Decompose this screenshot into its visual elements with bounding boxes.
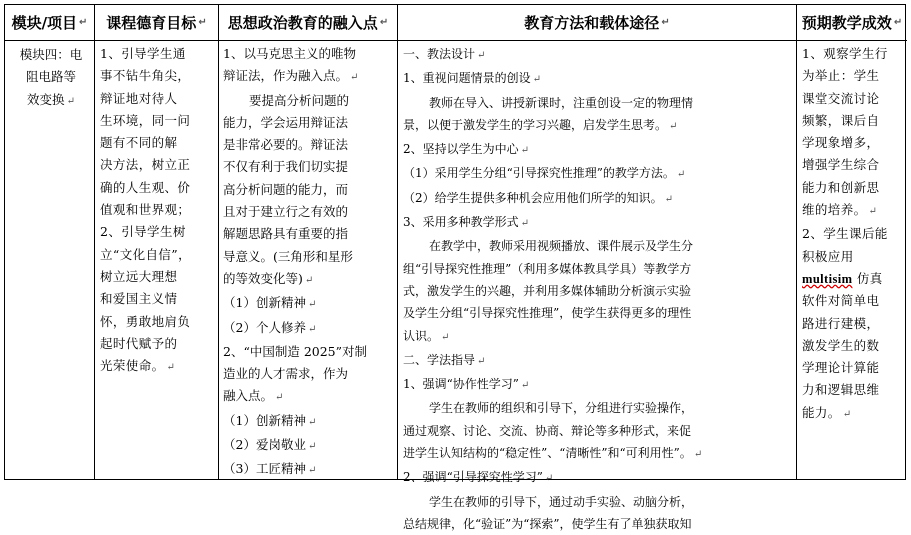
- cell-line: 造业的人才需求，作为: [223, 366, 349, 382]
- cell-line: 1、重视问题情景的创设 ↵: [403, 71, 542, 86]
- column-divider: [218, 5, 219, 479]
- cell-line: 力和逻辑思维: [802, 382, 880, 398]
- cell-line: 光荣使命。 ↵: [100, 358, 176, 374]
- cell-line: 模块四：电: [19, 47, 83, 62]
- cell-line: 2、学生课后能: [802, 226, 888, 242]
- cell-line: 辩证地对待人: [100, 90, 178, 106]
- cell-line: 怀，勇敢地肩负: [100, 313, 191, 329]
- cell-line: 生环境，同一问: [100, 112, 191, 128]
- cell-line: 不仅有利于我们切实提: [223, 159, 349, 175]
- cell-line: 能力，学会运用辩证法: [223, 114, 349, 130]
- cell-line: 题有不同的解: [100, 135, 178, 151]
- cell-line: （1）采用学生分组“引导探究性推理”的教学方法。 ↵: [403, 166, 686, 181]
- cell-line: 二、学法指导 ↵: [403, 352, 486, 367]
- cell-line: （1）创新精神 ↵: [223, 295, 317, 311]
- cell-line: 学生在教师的引导下，通过动手实验、动脑分析，: [429, 494, 694, 509]
- cell-line: 激发学生的数: [802, 337, 880, 353]
- cell-line: 增强学生综合: [802, 157, 880, 173]
- teaching-plan-table: [4, 4, 906, 531]
- integration-cell: [223, 43, 396, 479]
- cell-line: 软件对简单电: [802, 293, 880, 309]
- cell-line: 2、强调“引导探究性学习” ↵: [403, 470, 554, 485]
- cell-line: 积极应用: [802, 248, 854, 264]
- cell-line: 融入点。 ↵: [223, 388, 284, 404]
- cell-line: 一、教法设计 ↵: [403, 47, 486, 61]
- cell-line: 认识。 ↵: [403, 328, 450, 343]
- cell-line: 导意义。(三角形和星形: [223, 248, 353, 264]
- cell-line: （3）工匠精神 ↵: [223, 461, 317, 477]
- header-outcome: 预期教学成效 ↵: [797, 5, 907, 41]
- header-module: 模块/项目 ↵: [5, 5, 94, 41]
- cell-line: 1、引导学生通: [100, 46, 186, 61]
- cell-line: 事不钻牛角尖，: [100, 68, 191, 84]
- cell-line: 课堂交流讨论: [802, 90, 880, 106]
- cell-line: 1、强调“协作性学习” ↵: [403, 377, 530, 392]
- cell-line: 能力和创新思: [802, 179, 880, 195]
- cell-line: 频繁，课后自: [802, 112, 880, 128]
- cell-line: 式，激发学生的兴趣，并利用多媒体辅助分析演示实验: [403, 283, 692, 298]
- cell-line: 1、以马克思主义的唯物: [223, 46, 356, 61]
- cell-line: （2）爱岗敬业 ↵: [223, 437, 317, 453]
- cell-line: multisim 仿真: [802, 270, 883, 286]
- cell-line: 立“文化自信”，: [100, 246, 191, 262]
- cell-line: 2、坚持以学生为中心 ↵: [403, 142, 530, 157]
- multisim-term: multisim: [802, 271, 853, 286]
- cell-line: 起时代赋予的: [100, 335, 178, 351]
- cell-line: 确的人生观、价: [100, 179, 191, 195]
- cell-line: 为举止：学生: [802, 68, 880, 84]
- cell-line: 高分析问题的能力，而: [223, 181, 349, 197]
- cell-line: 3、采用多种教学形式 ↵: [403, 215, 530, 230]
- cell-line: 总结规律，化“验证”为“探索”，使学生有了单独获取知: [403, 516, 692, 531]
- cell-line: 能力。 ↵: [802, 404, 852, 420]
- cell-line: 值观和世界观；: [100, 202, 191, 218]
- cell-line: 和爱国主义情: [100, 291, 178, 307]
- cell-line: 是非常必要的。辩证法: [223, 137, 349, 153]
- cell-line: 及学生分组“引导探究性推理”，使学生获得更多的理性: [403, 306, 692, 321]
- outcome-cell: [802, 43, 906, 479]
- cell-line: 阻电路等: [25, 69, 76, 85]
- cell-line: 组“引导探究性推理”（利用多媒体教具学具）等教学方: [403, 261, 692, 276]
- header-integration: 思想政治教育的融入点 ↵: [219, 5, 397, 41]
- cell-line: 辩证法，作为融入点。 ↵: [223, 68, 359, 84]
- column-divider: [397, 5, 398, 479]
- column-divider: [796, 5, 797, 479]
- cell-line: 在教学中，教师采用视频播放、课件展示及学生分: [429, 239, 694, 254]
- cell-line: 2、“中国制造 2025”对制: [223, 343, 368, 359]
- cell-line: 通过观察、讨论、交流、协商、辩论等多种形式，来促: [403, 423, 692, 438]
- cell-line: 教师在导入、讲授新课时，注重创设一定的物理情: [429, 95, 694, 110]
- cell-line: 效变换 ↵: [27, 91, 75, 107]
- column-divider: [94, 5, 95, 479]
- cell-line: 2、引导学生树: [100, 224, 186, 240]
- cell-line: 学现象增多，: [802, 135, 880, 151]
- cell-line: 路进行建模，: [802, 315, 880, 331]
- cell-line: 树立远大理想: [100, 268, 178, 284]
- method-cell: [403, 43, 795, 531]
- cell-line: 要提高分析问题的: [249, 92, 350, 108]
- header-method: 教育方法和载体途径 ↵: [398, 5, 796, 41]
- goal-cell: [100, 43, 217, 479]
- cell-line: 景，以便于激发学生的学习兴趣，启发学生思考。 ↵: [403, 117, 678, 132]
- cell-line: （1）创新精神 ↵: [223, 412, 317, 428]
- cell-line: 且对于建立行之有效的: [223, 204, 349, 220]
- cell-line: （2）个人修养 ↵: [223, 319, 317, 335]
- header-goal: 课程德育目标 ↵: [95, 5, 218, 41]
- cell-line: 的等效变化等) ↵: [223, 270, 314, 286]
- cell-line: 维的培养。 ↵: [802, 202, 878, 218]
- cell-line: （2）给学生提供多种机会应用他们所学的知识。 ↵: [403, 190, 674, 205]
- cell-line: 决方法，树立正: [100, 157, 191, 173]
- cell-line: 学生在教师的组织和引导下，分组进行实验操作，: [429, 401, 694, 416]
- cell-line: 进学生认知结构的“稳定性”、“清晰性”和“可利用性”。 ↵: [403, 446, 703, 461]
- cell-line: 1、观察学生行: [802, 46, 888, 61]
- cell-line: 学理论计算能: [802, 360, 880, 376]
- cell-line: 解题思路具有重要的指: [223, 226, 349, 242]
- module-cell: [9, 43, 93, 479]
